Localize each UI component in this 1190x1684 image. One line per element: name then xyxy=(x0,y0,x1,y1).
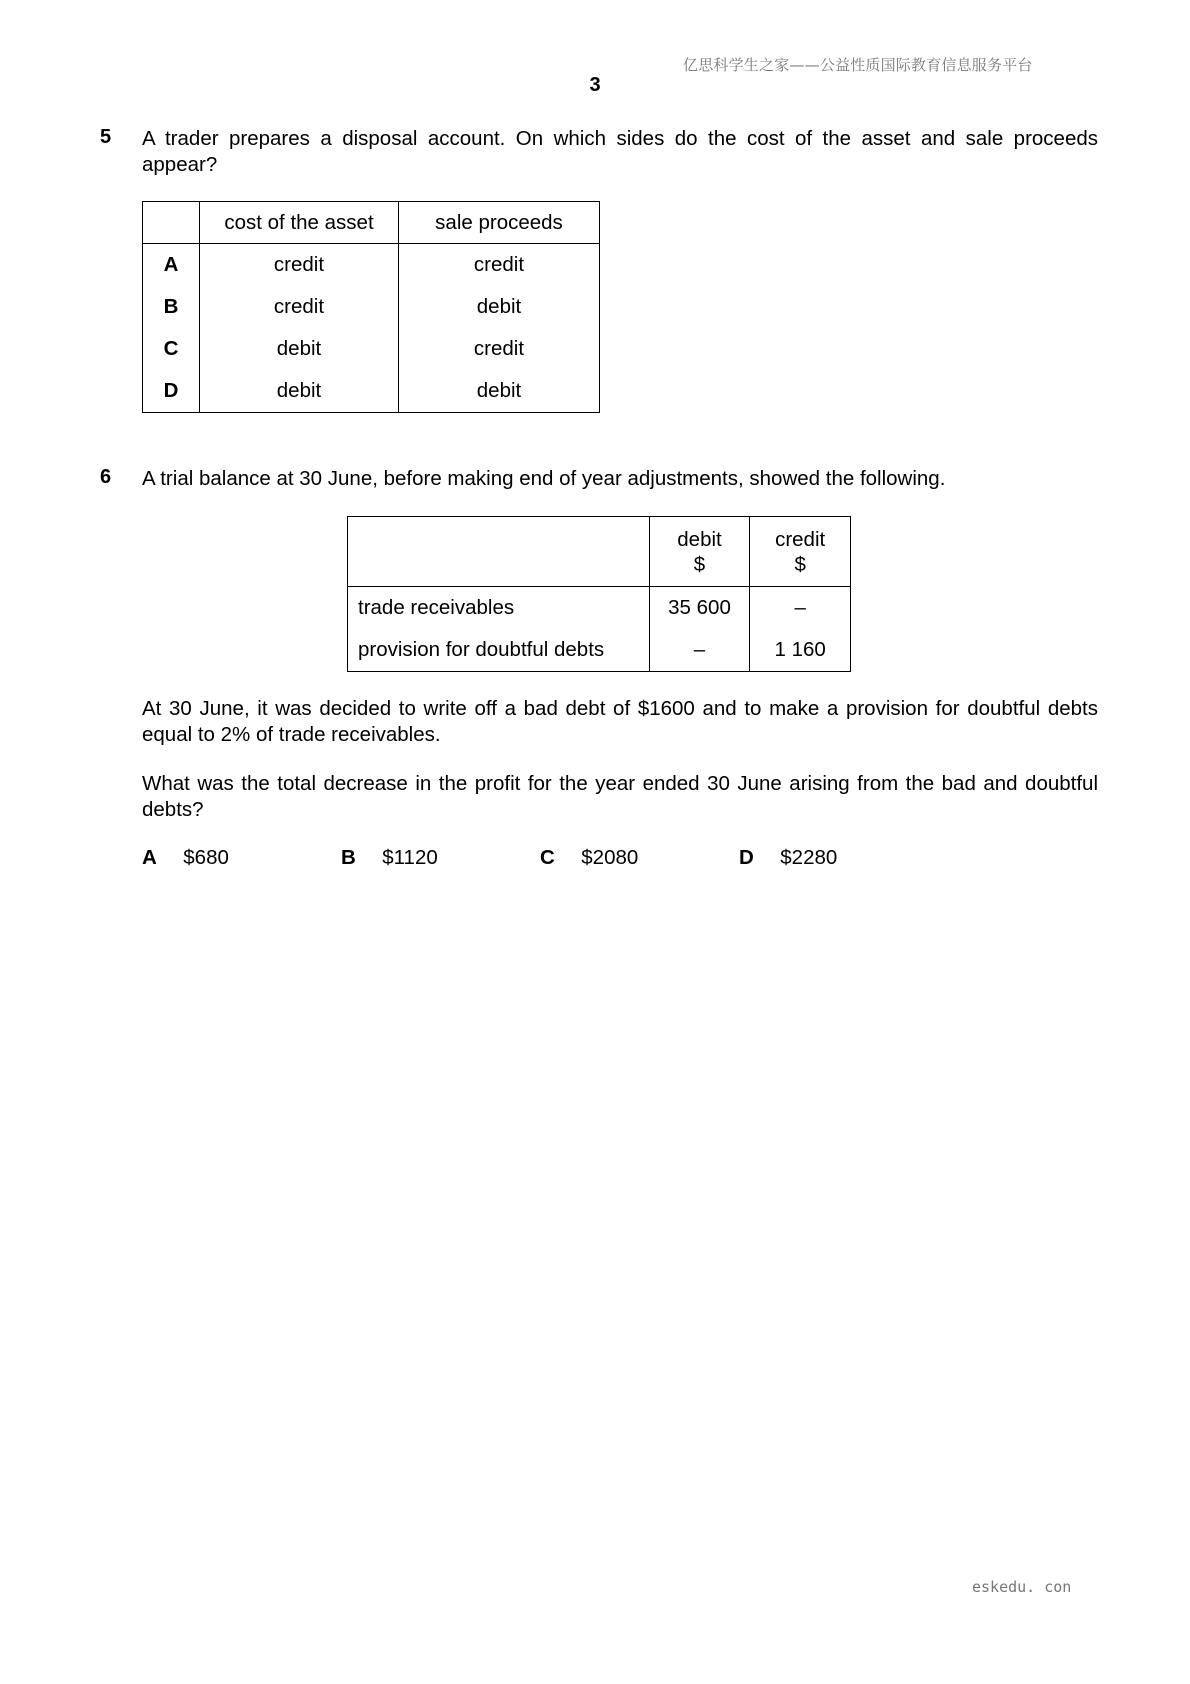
table-row xyxy=(143,244,600,287)
cost-cell: debit xyxy=(200,370,399,413)
page-number: 3 xyxy=(589,74,601,96)
proceeds-cell: credit xyxy=(399,244,600,287)
question-5-number: 5 xyxy=(100,126,112,148)
option-letter: B xyxy=(143,286,200,328)
option-letter: D xyxy=(143,370,200,413)
credit-header-label: credit xyxy=(775,527,826,551)
option-value: $1120 xyxy=(382,846,438,869)
table-header-credit xyxy=(750,517,851,587)
cost-cell: credit xyxy=(200,286,399,328)
debit-header-label: debit xyxy=(677,527,722,551)
table-header-debit xyxy=(649,517,750,587)
option-letter: A xyxy=(142,846,157,869)
table-header-blank xyxy=(348,517,650,587)
row-label: provision for doubtful debts xyxy=(348,629,650,672)
row-label: trade receivables xyxy=(348,587,650,630)
debit-cell: – xyxy=(649,629,750,672)
header-watermark-text: 亿思科学生之家——公益性质国际教育信息服务平台 xyxy=(683,56,1033,74)
option-value: $680 xyxy=(183,846,229,869)
proceeds-cell: credit xyxy=(399,328,600,370)
credit-header-unit: $ xyxy=(794,552,806,576)
table-header-blank xyxy=(143,202,200,244)
debit-cell: 35 600 xyxy=(649,587,750,630)
answer-option-c xyxy=(540,846,638,870)
table-row xyxy=(143,328,600,370)
proceeds-cell: debit xyxy=(399,286,600,328)
table-row xyxy=(348,587,851,630)
debit-header-unit: $ xyxy=(693,552,706,576)
question-6-number: 6 xyxy=(100,466,112,488)
answer-option-d xyxy=(739,846,837,870)
option-letter: D xyxy=(739,846,754,869)
footer-watermark-text: eskedu. con xyxy=(972,1578,1072,1596)
credit-cell: 1 160 xyxy=(750,629,851,672)
answer-option-b xyxy=(341,846,438,870)
answer-option-a xyxy=(142,846,229,870)
disposal-account-table xyxy=(142,201,600,413)
proceeds-cell: debit xyxy=(399,370,600,413)
option-letter: C xyxy=(143,328,200,370)
table-row xyxy=(143,370,600,413)
cost-cell: debit xyxy=(200,328,399,370)
option-value: $2080 xyxy=(581,846,639,869)
credit-cell: – xyxy=(750,587,851,630)
table-header-proceeds: sale proceeds xyxy=(399,202,600,244)
question-5-text: A trader prepares a disposal account. On which sides do the cost of the asset and sale proceeds appear? xyxy=(142,127,1098,176)
question-6-intro: A trial balance at 30 June, before making end of year adjustments, showed the following. xyxy=(142,467,946,490)
option-letter: B xyxy=(341,846,356,869)
table-row xyxy=(348,629,851,672)
option-letter: A xyxy=(143,244,200,287)
question-6-question: What was the total decrease in the profit for the year ended 30 June arising from the bad and doubtful debts? xyxy=(142,772,1098,821)
table-header-cost: cost of the asset xyxy=(200,202,399,244)
table-row xyxy=(143,286,600,328)
option-letter: C xyxy=(540,846,555,869)
question-6-paragraph: At 30 June, it was decided to write off a bad debt of $1600 and to make a provision for doubtful debts equal to 2% of trade receivables. xyxy=(142,697,1098,746)
cost-cell: credit xyxy=(200,244,399,287)
option-value: $2280 xyxy=(780,846,838,869)
trial-balance-table xyxy=(347,516,851,672)
